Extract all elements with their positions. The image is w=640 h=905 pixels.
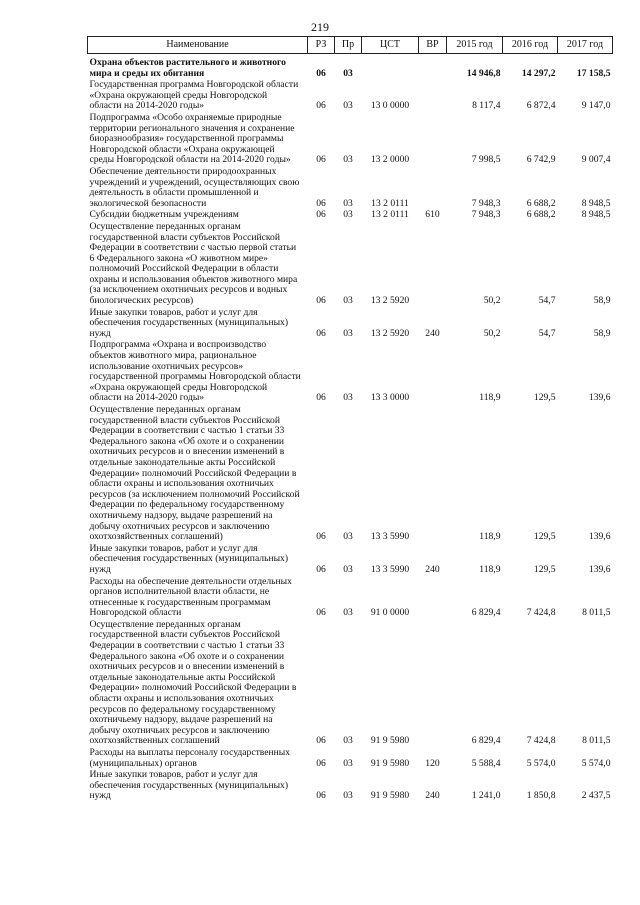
table-row xyxy=(88,620,613,748)
row-cst: 91 9 5980 xyxy=(370,735,410,747)
table-row xyxy=(88,80,613,113)
row-2017: 58,9 xyxy=(593,295,611,307)
row-2016: 7 424,8 xyxy=(526,607,556,619)
row-cst: 91 9 5980 xyxy=(370,790,410,802)
row-pr: 03 xyxy=(343,209,353,221)
header-vr: ВР xyxy=(419,37,447,54)
row-name: Расходы на обеспечение деятельности отдельных органов исполнительной власти области, не отнесенные к государственным программам Новгородской области xyxy=(89,575,292,619)
table-row xyxy=(88,113,613,167)
row-2016: 6 742,9 xyxy=(526,154,556,166)
row-vr: 610 xyxy=(425,209,440,221)
row-2017: 8 948,5 xyxy=(581,197,611,209)
row-2016: 129,5 xyxy=(533,531,556,543)
table-header-row xyxy=(88,37,613,54)
row-name: Охрана объектов растительного и животного мира и среды их обитания xyxy=(89,57,286,79)
table-row xyxy=(88,770,613,803)
row-vr xyxy=(419,167,447,210)
row-name: Государственная программа Новгородской области «Охрана окружающей среды Новгородской области на 2014-2020 годы» xyxy=(89,79,299,112)
row-2016: 6 688,2 xyxy=(526,197,556,209)
table-row xyxy=(88,405,613,544)
row-2017: 9 007,4 xyxy=(581,154,611,166)
row-2015: 118,9 xyxy=(479,531,501,543)
row-pr: 03 xyxy=(343,100,353,112)
row-2015: 50,2 xyxy=(483,327,501,339)
row-name: Субсидии бюджетным учреждениям xyxy=(89,209,239,221)
row-vr xyxy=(419,54,447,81)
row-rz: 06 xyxy=(316,392,326,404)
row-rz: 06 xyxy=(316,327,326,339)
row-2015: 118,9 xyxy=(479,392,501,404)
row-cst: 91 9 5980 xyxy=(370,757,410,769)
row-name: Подпрограмма «Охрана и воспроизводство объектов животного мира, рациональное использование охотничьих ресурсов» государственной программы Новгородской области «Охрана окружающей среды Новгородской области на 2014-2020 годы» xyxy=(89,339,301,404)
row-vr: 240 xyxy=(425,790,440,802)
row-cst: 13 2 0111 xyxy=(371,209,409,221)
row-2017: 8 011,5 xyxy=(582,607,611,619)
row-name: Подпрограмма «Особо охраняемые природные территории регионального значения и сохранение биоразнообразия» государственной программы Новгородской области «Охрана окружающей среды Новгородской области на 2014-2020 годы» xyxy=(89,111,295,166)
row-2015: 118,9 xyxy=(479,563,501,575)
row-2017: 139,6 xyxy=(588,531,611,543)
row-2015: 7 998,5 xyxy=(471,154,501,166)
row-pr: 03 xyxy=(343,67,353,79)
row-2015: 7 948,3 xyxy=(471,197,501,209)
row-cst: 13 3 5990 xyxy=(370,563,410,575)
row-2015: 6 829,4 xyxy=(471,735,501,747)
row-2017: 9 147,0 xyxy=(581,100,611,112)
header-rz: РЗ xyxy=(308,37,335,54)
header-2015: 2015 год xyxy=(447,37,503,54)
row-2015: 8 117,4 xyxy=(472,100,501,112)
row-rz: 06 xyxy=(316,197,326,209)
row-2015: 14 946,8 xyxy=(466,67,501,79)
row-cst: 13 3 5990 xyxy=(370,531,410,543)
table-row xyxy=(88,222,613,308)
row-cst: 13 2 5920 xyxy=(370,295,410,307)
header-2017: 2017 год xyxy=(558,37,613,54)
row-rz: 06 xyxy=(316,154,326,166)
header-2016: 2016 год xyxy=(503,37,558,54)
row-name: Иные закупки товаров, работ и услуг для обеспечения государственных (муниципальных) нужд xyxy=(89,306,289,339)
row-2017: 2 437,5 xyxy=(581,790,611,802)
row-pr: 03 xyxy=(343,295,353,307)
row-pr: 03 xyxy=(343,735,353,747)
table-row xyxy=(88,54,613,81)
row-rz: 06 xyxy=(316,209,326,221)
row-vr: 120 xyxy=(425,757,440,769)
row-2016: 5 574,0 xyxy=(526,757,556,769)
row-cst: 13 3 0000 xyxy=(370,392,410,404)
row-pr: 03 xyxy=(343,327,353,339)
row-vr xyxy=(419,340,447,405)
row-cst: 91 0 0000 xyxy=(370,607,410,619)
row-2016: 54,7 xyxy=(538,327,556,339)
row-rz: 06 xyxy=(316,757,326,769)
table-row xyxy=(88,577,613,620)
row-vr xyxy=(419,80,447,113)
row-cst: 13 2 0111 xyxy=(371,197,409,209)
row-2017: 5 574,0 xyxy=(581,757,611,769)
header-cst: ЦСТ xyxy=(362,37,419,54)
row-vr xyxy=(419,620,447,748)
row-2017: 139,6 xyxy=(588,563,611,575)
header-pr: Пр xyxy=(335,37,362,54)
row-name: Осуществление переданных органам государственной власти субъектов Российской Федерации в соответствии с частью 1 статьи 33 Федерального закона «Об охоте и о сохранении охотничьих ресурсов и о внесении изменений в отдельные законодательные акты Российской Федерации» полномочий Российской Федерации в области охраны и использования охотничьих ресурсов по федеральному государственному охотничьему надзору, выдаче разрешений на добычу охотничьих ресурсов и заключению охотхозяйственных соглашений xyxy=(89,618,297,747)
row-rz: 06 xyxy=(316,563,326,575)
row-2016: 54,7 xyxy=(538,295,556,307)
row-2016: 6 872,4 xyxy=(526,100,556,112)
row-cst: 13 2 5920 xyxy=(370,327,410,339)
row-2015: 1 241,0 xyxy=(471,790,501,802)
row-cst xyxy=(362,54,419,81)
row-cst: 13 2 0000 xyxy=(370,154,410,166)
row-2017: 8 011,5 xyxy=(582,735,611,747)
row-vr xyxy=(419,113,447,167)
row-pr: 03 xyxy=(343,790,353,802)
header-name: Наименование xyxy=(88,37,308,54)
row-vr xyxy=(419,222,447,308)
row-2017: 139,6 xyxy=(588,392,611,404)
table-row xyxy=(88,748,613,770)
row-name: Иные закупки товаров, работ и услуг для обеспечения государственных (муниципальных) нужд xyxy=(89,769,289,802)
row-2015: 50,2 xyxy=(483,295,501,307)
row-2016: 1 850,8 xyxy=(526,790,556,802)
row-pr: 03 xyxy=(343,392,353,404)
row-cst: 13 0 0000 xyxy=(370,100,410,112)
row-2015: 7 948,3 xyxy=(471,209,501,221)
row-2017: 58,9 xyxy=(593,327,611,339)
row-rz: 06 xyxy=(316,607,326,619)
row-name: Обеспечение деятельности природоохранных учреждений и учреждений, осуществляющих свою деятельность в области промышленной и экологической безопасности xyxy=(89,165,300,209)
row-2016: 6 688,2 xyxy=(526,209,556,221)
row-name: Расходы на выплаты персоналу государственных (муниципальных) органов xyxy=(89,747,291,769)
row-rz: 06 xyxy=(316,67,326,79)
row-rz: 06 xyxy=(316,531,326,543)
row-pr: 03 xyxy=(343,154,353,166)
row-vr xyxy=(419,405,447,544)
row-rz: 06 xyxy=(316,735,326,747)
row-2017: 8 948,5 xyxy=(581,209,611,221)
table-row xyxy=(88,340,613,405)
table-row xyxy=(88,544,613,577)
row-2015: 6 829,4 xyxy=(471,607,501,619)
row-2016: 129,5 xyxy=(533,563,556,575)
row-pr: 03 xyxy=(343,757,353,769)
budget-table xyxy=(87,36,613,803)
row-vr: 240 xyxy=(425,327,440,339)
row-pr: 03 xyxy=(343,563,353,575)
row-pr: 03 xyxy=(343,197,353,209)
row-rz: 06 xyxy=(316,100,326,112)
row-rz: 06 xyxy=(316,790,326,802)
row-2017: 17 158,5 xyxy=(576,67,611,79)
row-pr: 03 xyxy=(343,607,353,619)
table-row xyxy=(88,167,613,210)
row-name: Иные закупки товаров, работ и услуг для обеспечения государственных (муниципальных) нужд xyxy=(89,542,289,575)
row-name: Осуществление переданных органам государственной власти субъектов Российской Федерации в соответствии с частью 1 статьи 33 Федерального закона «Об охоте и о сохранении охотничьих ресурсов и о внесении изменений в отдельные законодательные акты Российской Федерации» полномочий Российской Федерации в области охраны и использования охотничьих ресурсов (за исключением полномочий Российской Федерации по федеральному государственному охотничьему надзору, выдаче разрешений на добычу охотничьих ресурсов и заключению охотхозяйственных соглашений) xyxy=(89,404,300,543)
row-2015: 5 588,4 xyxy=(471,757,501,769)
row-2016: 7 424,8 xyxy=(526,735,556,747)
row-rz: 06 xyxy=(316,295,326,307)
page-number: 219 xyxy=(311,20,329,34)
row-name: Осуществление переданных органам государственной власти субъектов Российской Федерации в соответствии с частью первой статьи 6 Федерального закона «О животном мире» полномочий Российской Федерации в области охраны и использования объектов животного мира (за исключением охотничьих ресурсов и водных биологических ресурсов) xyxy=(89,220,298,307)
table-row xyxy=(88,308,613,341)
row-pr: 03 xyxy=(343,531,353,543)
row-vr: 240 xyxy=(425,563,440,575)
row-vr xyxy=(419,577,447,620)
row-2016: 14 297,2 xyxy=(521,67,556,79)
row-2016: 129,5 xyxy=(533,392,556,404)
